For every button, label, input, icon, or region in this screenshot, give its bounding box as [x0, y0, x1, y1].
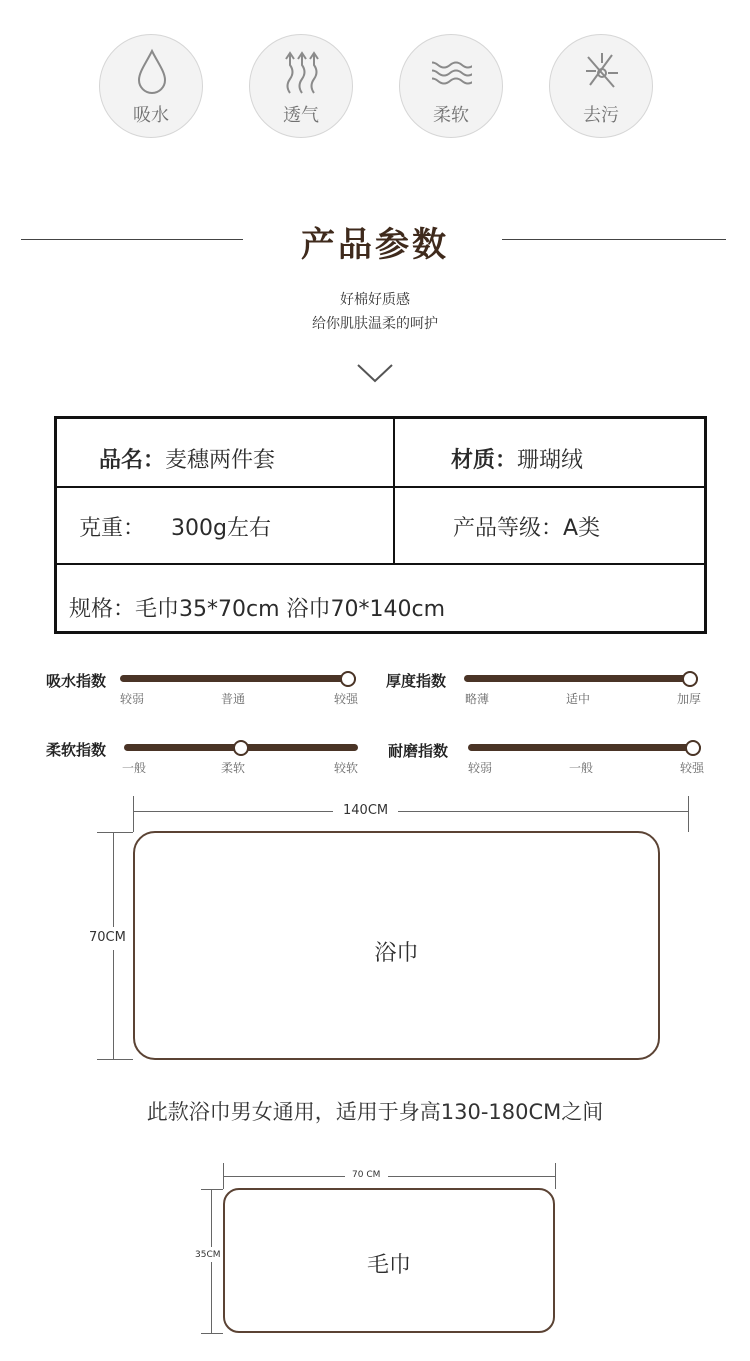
index-label: 耐磨指数 — [388, 742, 449, 760]
face-towel-name: 毛巾 — [366, 1253, 411, 1278]
width-dimension-line — [133, 811, 333, 812]
width-dimension-line — [223, 1176, 345, 1177]
bath-towel-height: 70CM — [89, 930, 126, 945]
material-label: 材质： — [451, 448, 518, 473]
index-track — [468, 744, 701, 751]
product-name-value: 麦穗两件套 — [165, 448, 276, 473]
height-dimension-line — [211, 1262, 212, 1333]
tick-label: 较弱 — [468, 761, 493, 775]
dimension-guide — [555, 1163, 556, 1189]
tick-label: 较强 — [334, 692, 359, 706]
material-value: 珊瑚绒 — [517, 448, 584, 473]
table-divider — [57, 486, 704, 488]
dimension-guide — [97, 832, 133, 833]
weight-cell — [79, 511, 271, 542]
grade-cell — [453, 511, 600, 542]
index-knob — [682, 671, 698, 687]
material-cell — [451, 443, 583, 474]
stain-removal-icon — [582, 47, 622, 97]
height-dimension-line — [113, 950, 114, 1059]
index-label: 厚度指数 — [386, 672, 447, 690]
height-dimension-line — [113, 832, 114, 927]
chevron-down-icon — [356, 362, 394, 384]
weight-value: 300g左右 — [171, 516, 271, 541]
index-track — [464, 675, 698, 682]
dimension-guide — [201, 1333, 223, 1334]
feature-absorbent — [99, 34, 203, 138]
grade-value: A类 — [563, 516, 601, 541]
bath-towel-shape — [133, 831, 660, 1060]
spec-cell — [69, 592, 445, 623]
tick-label: 柔软 — [221, 761, 246, 775]
dimension-guide — [201, 1189, 223, 1190]
index-label: 吸水指数 — [46, 672, 107, 690]
face-towel-width: 70 CM — [352, 1170, 381, 1180]
bath-towel-name: 浴巾 — [374, 941, 419, 966]
width-dimension-line — [388, 1176, 555, 1177]
tick-label: 一般 — [569, 761, 594, 775]
index-knob — [233, 740, 249, 756]
table-divider — [57, 563, 704, 565]
feature-label: 透气 — [283, 105, 319, 126]
height-dimension-line — [211, 1189, 212, 1247]
parameter-table — [54, 416, 707, 634]
tick-label: 加厚 — [677, 692, 702, 706]
dimension-guide — [688, 796, 689, 832]
bath-towel-width: 140CM — [343, 803, 389, 818]
tick-label: 较弱 — [120, 692, 145, 706]
tick-label: 较软 — [334, 761, 359, 775]
feature-label: 吸水 — [133, 105, 169, 126]
face-towel-height: 35CM — [195, 1250, 221, 1260]
tick-label: 一般 — [122, 761, 147, 775]
feature-breathable — [249, 34, 353, 138]
breathable-arrows-icon — [282, 47, 322, 97]
section-subtitle: 好棉好质感 — [340, 292, 410, 308]
product-name-label: 品名： — [99, 448, 166, 473]
tick-label: 适中 — [566, 692, 591, 706]
section-subtitle-2: 给你肌肤温柔的呵护 — [312, 316, 438, 332]
index-knob — [685, 740, 701, 756]
tick-label: 略薄 — [465, 692, 490, 706]
usage-note: 此款浴巾男女通用，适用于身高130-180CM之间 — [146, 1100, 604, 1124]
feature-label: 去污 — [583, 105, 619, 126]
grade-label: 产品等级： — [453, 516, 564, 541]
section-title: 产品参数 — [301, 225, 449, 265]
feature-label: 柔软 — [433, 105, 469, 126]
water-drop-icon — [132, 47, 172, 97]
index-track — [120, 675, 356, 682]
table-divider — [393, 419, 395, 565]
face-towel-shape — [223, 1188, 555, 1333]
dimension-guide — [133, 796, 134, 832]
soft-waves-icon — [432, 47, 472, 97]
dimension-guide — [97, 1059, 133, 1060]
index-label: 柔软指数 — [46, 741, 107, 759]
tick-label: 较强 — [680, 761, 705, 775]
feature-stain-removal — [549, 34, 653, 138]
feature-soft — [399, 34, 503, 138]
index-knob — [340, 671, 356, 687]
spec-value: 毛巾35*70cm 浴巾70*140cm — [135, 597, 446, 622]
tick-label: 普通 — [221, 692, 246, 706]
spec-label: 规格： — [69, 597, 136, 622]
weight-label: 克重： — [79, 516, 146, 541]
product-name-cell — [99, 443, 275, 474]
width-dimension-line — [398, 811, 688, 812]
